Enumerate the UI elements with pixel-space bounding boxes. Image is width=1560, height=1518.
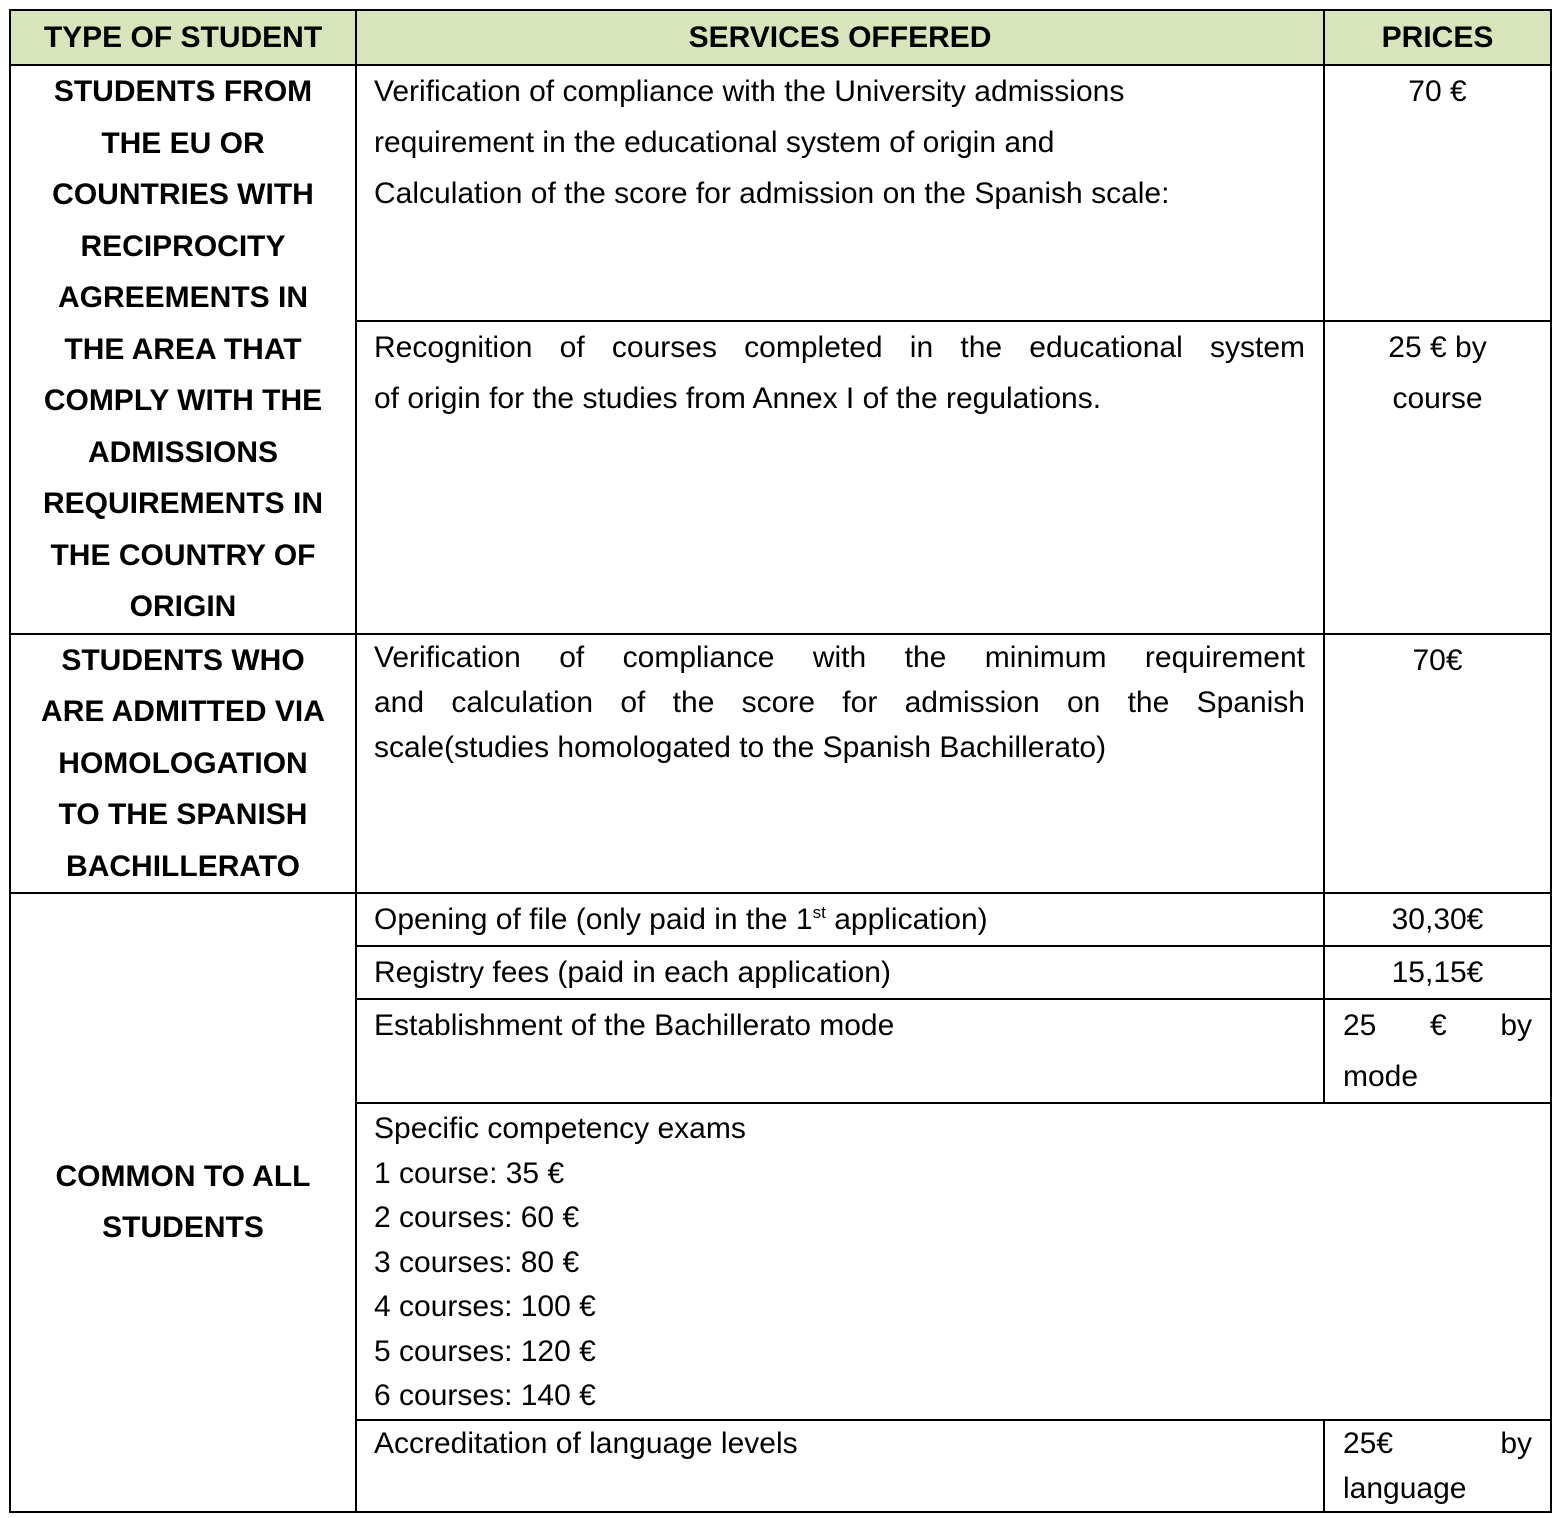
service-verification-minimum: Verification of compliance with the minimum requirement and calculation of the score for admission on the Spanish scale(studies homologated to the Spanish Bachillerato) — [356, 634, 1324, 894]
services-price-table — [9, 9, 1552, 1513]
price-verification-minimum: 70€ — [1324, 634, 1551, 894]
header-prices: PRICES — [1324, 10, 1551, 65]
price-registry-fees: 15,15€ — [1324, 946, 1551, 999]
student-type-common: COMMON TO ALL STUDENTS — [10, 893, 356, 1512]
header-services-offered: SERVICES OFFERED — [356, 10, 1324, 65]
student-type-eu: STUDENTS FROM THE EU OR COUNTRIES WITH RECIPROCITY AGREEMENTS IN THE AREA THAT COMPLY WITH THE ADMISSIONS REQUIREMENTS IN THE COUNTRY OF ORIGIN — [10, 65, 356, 634]
student-type-homologation: STUDENTS WHO ARE ADMITTED VIA HOMOLOGATION TO THE SPANISH BACHILLERATO — [10, 634, 356, 894]
service-bachillerato-mode: Establishment of the Bachillerato mode — [356, 999, 1324, 1103]
price-verification-admissions: 70 € — [1324, 65, 1551, 321]
header-type-of-student: TYPE OF STUDENT — [10, 10, 356, 65]
service-language-levels: Accreditation of language levels — [356, 1420, 1324, 1512]
price-bachillerato-mode: 25 € by mode — [1324, 999, 1551, 1103]
service-recognition-courses: Recognition of courses completed in the educational system of origin for the studies from Annex I of the regulations. — [356, 321, 1324, 633]
header-row — [10, 10, 1551, 65]
price-opening-file: 30,30€ — [1324, 893, 1551, 946]
exam-price-line: 4 courses: 100 € — [374, 1290, 596, 1323]
exam-price-line: 2 courses: 60 € — [374, 1201, 580, 1234]
exam-price-line: 6 courses: 140 € — [374, 1379, 596, 1412]
price-recognition-courses: 25 € by course — [1324, 321, 1551, 633]
service-verification-admissions: Verification of compliance with the University admissions requirement in the educational system of origin and Calculation of the score for admission on the Spanish scale: — [356, 65, 1324, 321]
service-opening-file: Opening of file (only paid in the 1st application) — [356, 893, 1324, 946]
table-row — [10, 893, 1551, 946]
service-registry-fees: Registry fees (paid in each application) — [356, 946, 1324, 999]
exam-price-line: 3 courses: 80 € — [374, 1245, 580, 1279]
exam-price-line: 1 course: 35 € — [374, 1156, 565, 1190]
service-line: Verification of compliance with the University admissions — [374, 75, 1125, 108]
exam-price-line: 5 courses: 120 € — [374, 1334, 596, 1368]
table-row — [10, 634, 1551, 894]
service-competency-exams: Specific competency exams 1 course: 35 € 2 courses: 60 € 3 courses: 80 € 4 courses: 100 € 5 courses: 120 € 6 courses: 140 € — [356, 1103, 1551, 1420]
price-language-levels: 25€ by language — [1324, 1420, 1551, 1512]
table-row — [10, 65, 1551, 321]
